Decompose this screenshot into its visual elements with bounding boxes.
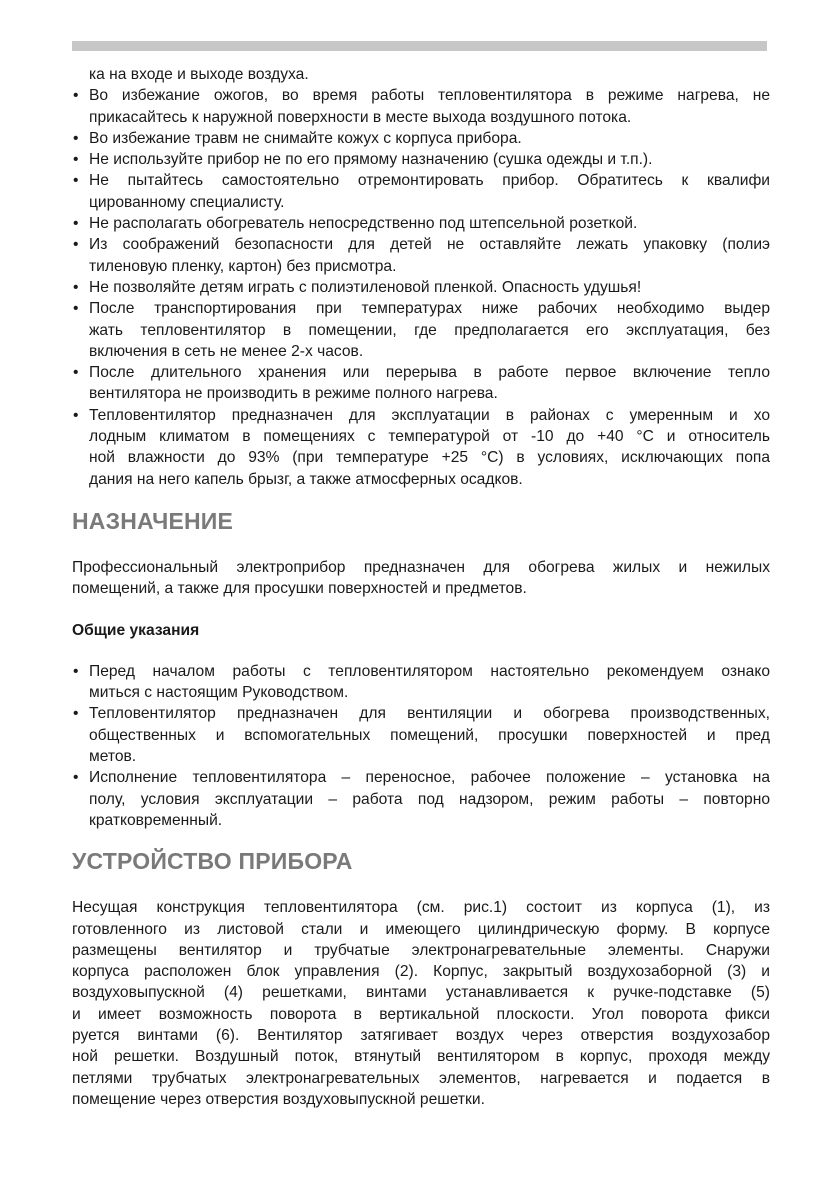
list-item [72, 213, 770, 234]
bullet-glyph: • [73, 662, 79, 680]
page-content [72, 64, 770, 1110]
list-item [72, 362, 770, 405]
list-item [72, 234, 770, 277]
bullet-glyph: • [73, 300, 79, 318]
list-item [72, 298, 770, 362]
list-item-line: жать тепловентилятор в помещении, где предполагается его эксплуатация, без [89, 321, 770, 339]
section-title-device: УСТРОЙСТВО ПРИБОРА [72, 848, 353, 875]
subheading-general: Общие указания [72, 621, 200, 639]
paragraph-line: помещений, а также для просушки поверхностей и предметов. [72, 580, 527, 598]
list-item-line: полу, условия эксплуатации – работа под надзором, режим работы – повторно [89, 790, 770, 808]
bullet-glyph: • [73, 705, 79, 723]
paragraph-line: Несущая конструкция тепловентилятора (см. рис.1) состоит из корпуса (1), из [72, 899, 770, 917]
list-item-line: Не пытайтесь самостоятельно отремонтировать прибор. Обратитесь к квалифи [89, 172, 770, 190]
purpose-paragraph [72, 557, 770, 600]
list-item-line: После транспортирования при температурах ниже рабочих необходимо выдер [89, 300, 770, 318]
bullet-glyph: • [73, 236, 79, 254]
list-item [72, 128, 770, 149]
paragraph-line: размещены вентилятор и трубчатые электронагревательные элементы. Снаружи [72, 941, 770, 959]
paragraph-line: корпуса расположен блок управления (2). Корпус, закрытый воздухозаборной (3) и [72, 963, 770, 981]
list-item-line: миться с настоящим Руководством. [89, 684, 349, 702]
paragraph-line: руется винтами (6). Вентилятор затягивает воздух через отверстия воздухозабор [72, 1026, 770, 1044]
safety-list [72, 85, 770, 490]
list-item-line: лодным климатом в помещениях с температурой от -10 до +40 °С и относитель [89, 428, 770, 446]
paragraph-line: и имеет возможность поворота в вертикальной плоскости. Угол поворота фикси [72, 1005, 770, 1023]
intro-continuation: ка на входе и выходе воздуха. [89, 66, 309, 83]
bullet-glyph: • [73, 129, 79, 147]
bullet-glyph: • [73, 87, 79, 105]
list-item-line: прикасайтесь к наружной поверхности в месте выхода воздушного потока. [89, 108, 632, 126]
paragraph-line: готовленного из листовой стали и имеющего цилиндрическую форму. В корпусе [72, 920, 770, 938]
list-item-line: тиленовую пленку, картон) без присмотра. [89, 257, 397, 275]
list-item-line: кратковременный. [89, 811, 223, 829]
list-item-line: Тепловентилятор предназначен для эксплуатации в районах с умеренным и хо [89, 406, 770, 424]
list-item-line: цированному специалисту. [89, 193, 285, 211]
list-item-line: метов. [89, 748, 137, 766]
list-item [72, 767, 770, 831]
list-item-line: ной влажности до 93% (при температуре +25 °С) в условиях, исключающих попа [89, 449, 770, 467]
paragraph-line: петлями трубчатых электронагревательных элементов, нагревается и подается в [72, 1069, 770, 1087]
list-item-line: дания на него капель брызг, а также атмосферных осадков. [89, 470, 523, 488]
general-list [72, 661, 770, 831]
list-item [72, 149, 770, 170]
list-item [72, 703, 770, 767]
bullet-glyph: • [73, 278, 79, 296]
bullet-glyph: • [73, 364, 79, 382]
device-paragraph [72, 897, 770, 1110]
bullet-glyph: • [73, 172, 79, 190]
list-item [72, 277, 770, 298]
list-item-line: вентилятора не производить в режиме полного нагрева. [89, 385, 498, 403]
list-item-line: После длительного хранения или перерыва в работе первое включение тепло [89, 364, 770, 382]
list-item-line: Не располагать обогреватель непосредственно под штепсельной розеткой. [89, 215, 638, 233]
list-item [72, 85, 770, 128]
bullet-glyph: • [73, 151, 79, 169]
list-item-line: Перед началом работы с тепловентилятором настоятельно рекомендуем ознако [89, 662, 770, 680]
bullet-glyph: • [73, 215, 79, 233]
list-item-line: Из соображений безопасности для детей не оставляйте лежать упаковку (полиэ [89, 236, 770, 254]
paragraph-line: помещение через отверстия воздуховыпускной решетки. [72, 1090, 485, 1108]
header-rule [72, 41, 767, 51]
list-item-line: Тепловентилятор предназначен для вентиляции и обогрева производственных, [89, 705, 770, 723]
list-item-line: общественных и вспомогательных помещений, просушки поверхностей и пред [89, 726, 770, 744]
paragraph-line: воздуховыпускной (4) решетками, винтами устанавливается к ручке-подставке (5) [72, 984, 770, 1002]
list-item-line: включения в сеть не менее 2-х часов. [89, 342, 364, 360]
list-item [72, 405, 770, 490]
bullet-glyph: • [73, 406, 79, 424]
list-item-line: Не используйте прибор не по его прямому назначению (сушка одежды и т.п.). [89, 151, 653, 169]
paragraph-line: Профессиональный электроприбор предназначен для обогрева жилых и нежилых [72, 558, 770, 576]
list-item-line: Исполнение тепловентилятора – переносное, рабочее положение – установка на [89, 769, 770, 787]
paragraph-line: ной решетки. Воздушный поток, втянутый вентилятором в корпус, проходя между [72, 1048, 770, 1066]
section-title-purpose: НАЗНАЧЕНИЕ [72, 507, 234, 534]
list-item-line: Во избежание травм не снимайте кожух с корпуса прибора. [89, 129, 522, 147]
list-item [72, 661, 770, 704]
list-item-line: Не позволяйте детям играть с полиэтиленовой пленкой. Опасность удушья! [89, 278, 642, 296]
bullet-glyph: • [73, 769, 79, 787]
list-item [72, 170, 770, 213]
list-item-line: Во избежание ожогов, во время работы тепловентилятора в режиме нагрева, не [89, 87, 770, 105]
